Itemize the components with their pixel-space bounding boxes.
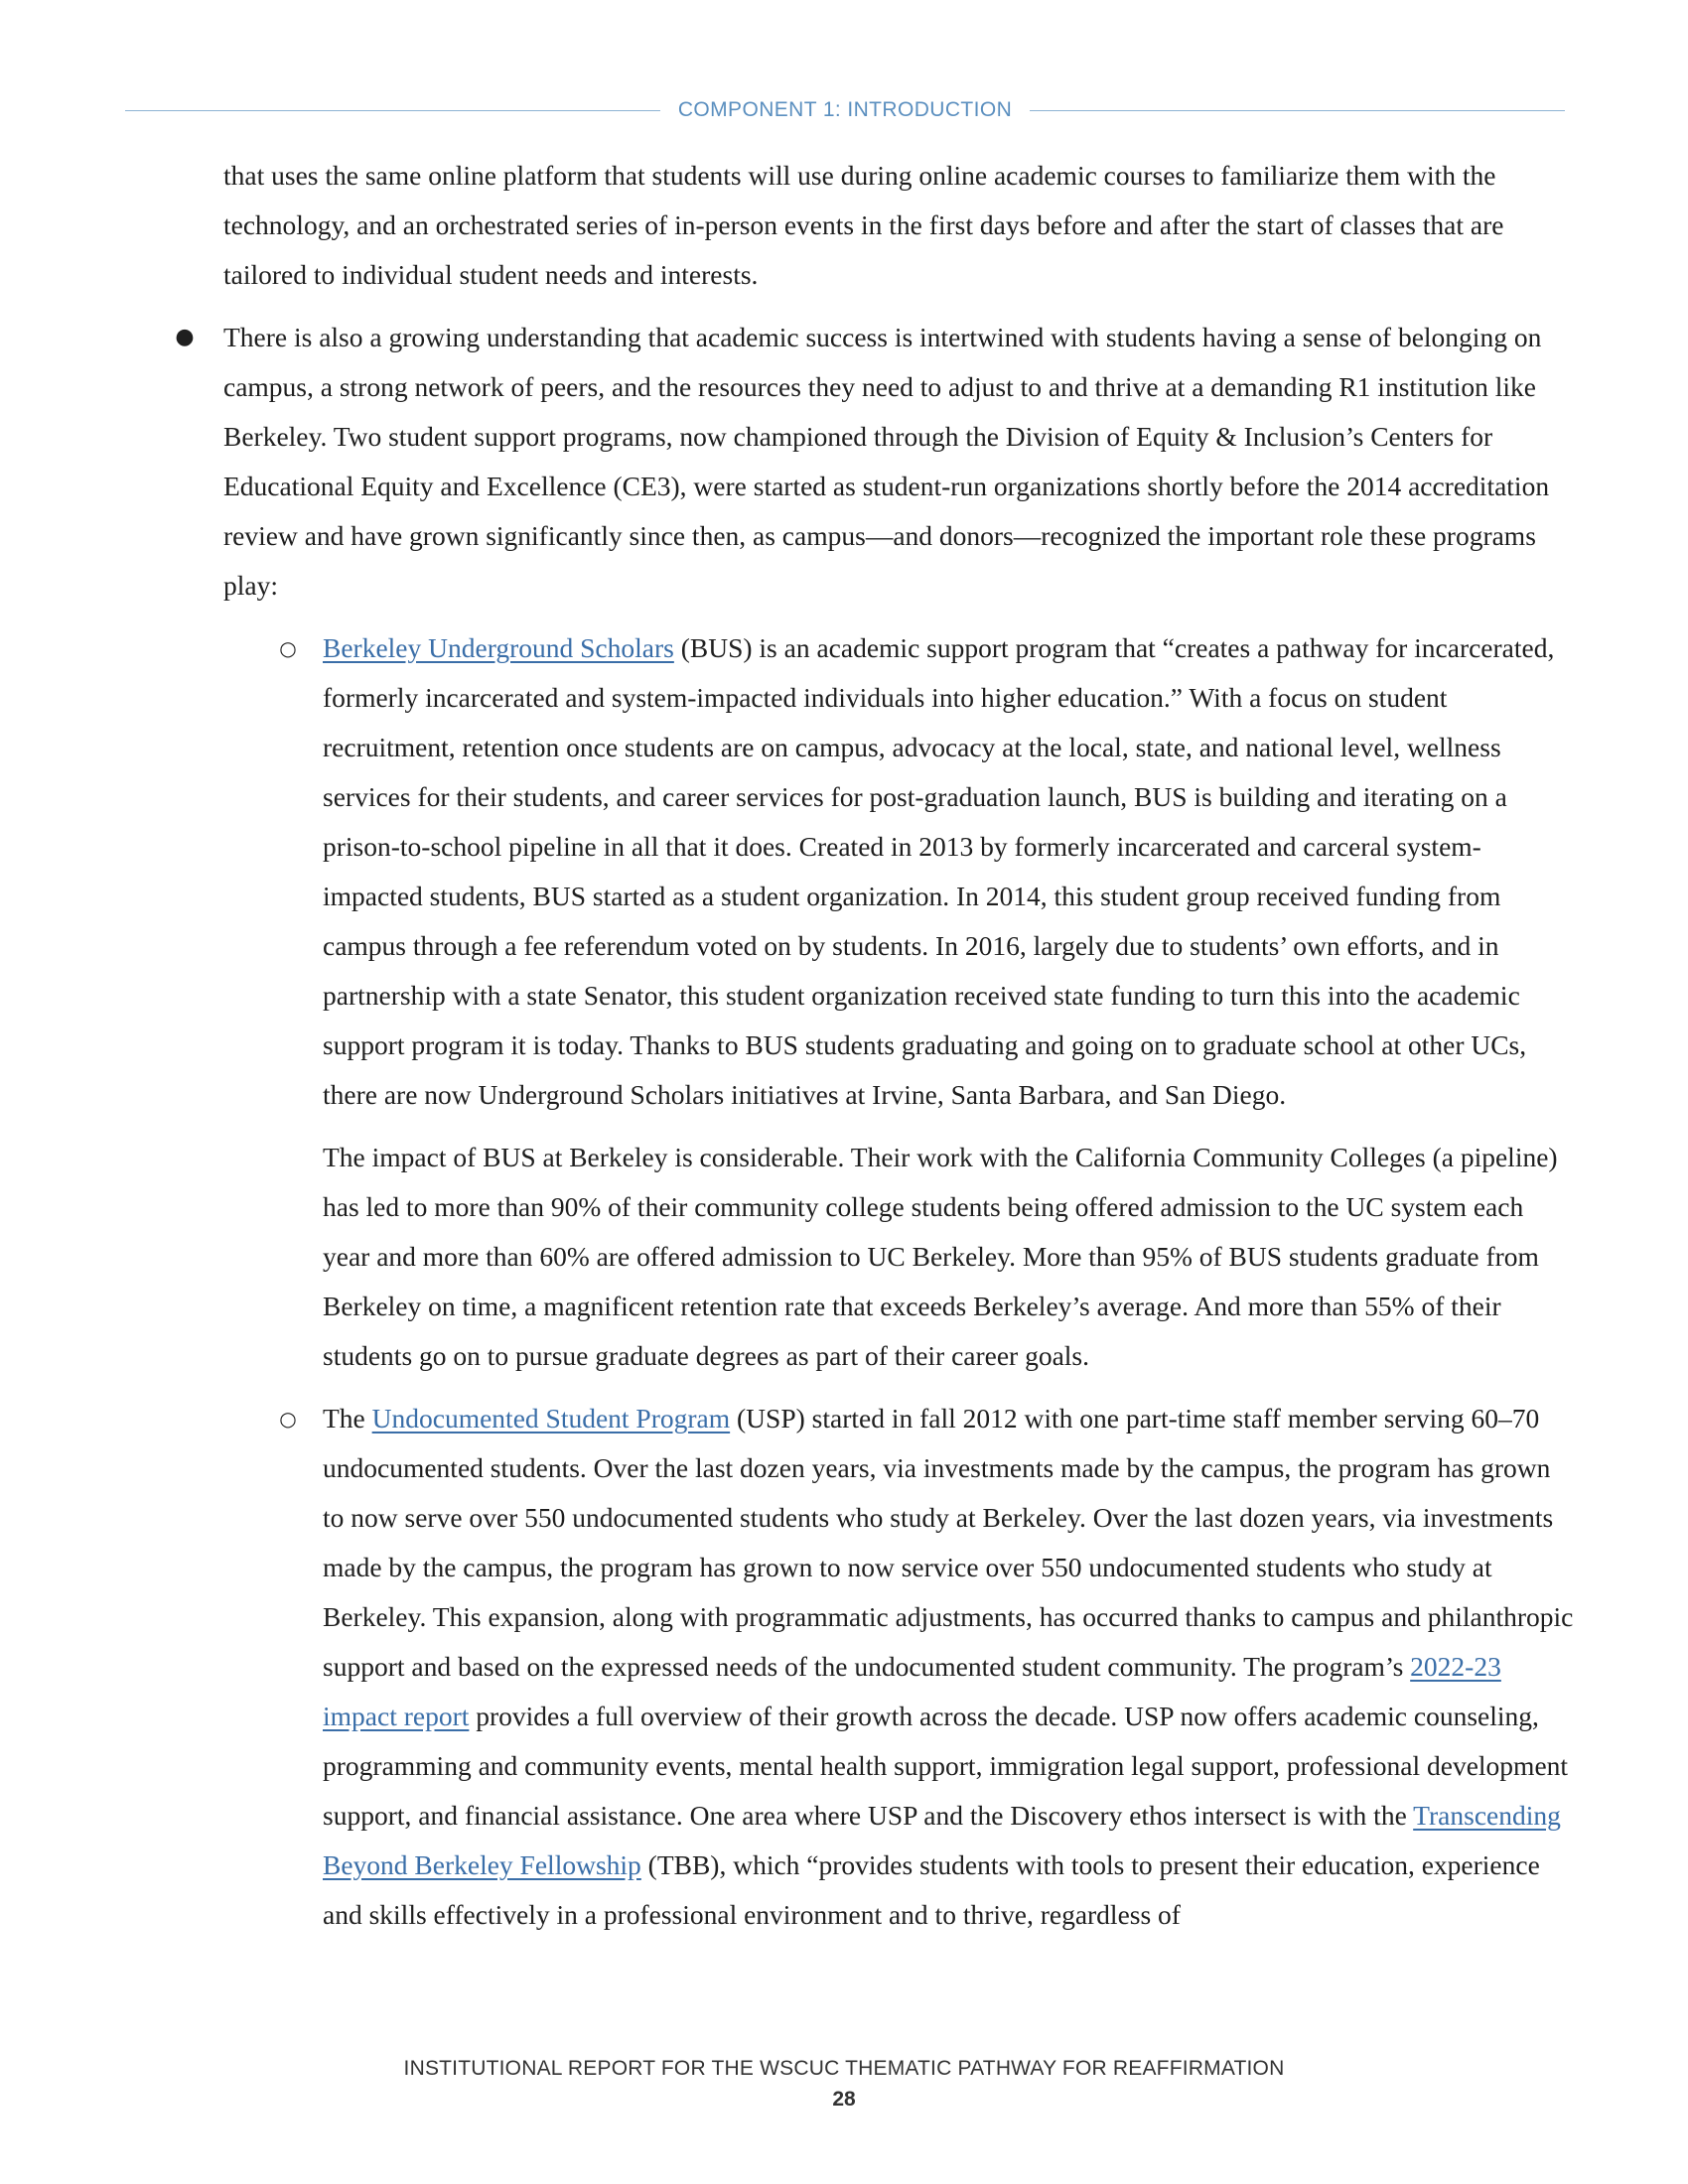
usp-text-start: The xyxy=(323,1403,372,1433)
bullet-marker: ● xyxy=(175,325,195,349)
program-list xyxy=(223,623,1574,1940)
link-transcending-beyond-berkeley[interactable]: Transcending Beyond Berkeley Fellowship xyxy=(323,1800,1561,1880)
page-header xyxy=(125,95,1565,125)
sub-bullet-marker: ○ xyxy=(279,1407,297,1431)
sub-bullet-marker: ○ xyxy=(279,636,297,660)
bullet-text: There is also a growing understanding that academic success is intertwined with students having a sense of belonging on campus, a strong network of peers, and the resources they need to adjust to and thrive at a demanding R1 institution like Berkeley. Two student support programs, now championed through the Division of Equity & Inclusion’s Centers for Educational Equity and Excellence (CE3), were started as student-run organizations shortly before the 2014 accreditation review and have grown significantly since then, as campus—and donors—recognized the important role these programs play: xyxy=(223,322,1550,601)
header-rule-left xyxy=(125,110,660,111)
page-body xyxy=(175,151,1574,1940)
bus-text: (BUS) is an academic support program that “creates a pathway for incarcerated, formerly incarcerated and system-impacted individuals into higher education.” With a focus on student recruitment, retention once students are on campus, advocacy at the local, state, and national level, wellness services for their students, and career services for post-graduation launch, BUS is building and iterating on a prison-to-school pipeline in all that it does. Created in 2013 by formerly incarcerated and carceral system-impacted students, BUS started as a student organization. In 2014, this student group received funding from campus through a fee referendum voted on by students. In 2016, largely due to students’ own efforts, and in partnership with a state Senator, this student organization received state funding to turn this into the academic support program it is today. Thanks to BUS students graduating and going on to graduate school at other UCs, there are now Underground Scholars initiatives at Irvine, Santa Barbara, and San Diego. xyxy=(323,632,1555,1110)
bullet-item-belonging xyxy=(175,313,1574,1940)
sub-item-usp xyxy=(279,1394,1574,1940)
page-number: 28 xyxy=(832,2088,856,2111)
usp-text-2: provides a full overview of their growth across the decade. USP now offers academic counseling, programming and community events, mental health support, immigration legal support, professional development support, and financial assistance. One area where USP and the Discovery ethos intersect is with the xyxy=(323,1701,1569,1831)
bus-paragraph-2: The impact of BUS at Berkeley is considerable. Their work with the California Community Colleges (a pipeline) has led to more than 90% of their community college students being offered admission to the UC system each year and more than 60% are offered admission to UC Berkeley. More than 95% of BUS students graduate from Berkeley on time, a magnificent retention rate that exceeds Berkeley’s average. And more than 55% of their students go on to pursue graduate degrees as part of their career goals. xyxy=(323,1142,1558,1371)
bus-paragraph-1 xyxy=(323,623,1574,1120)
usp-text-3: (TBB), which “provides students with tools to present their education, experience and skills effectively in a professional environment and to thrive, regardless of xyxy=(323,1849,1540,1930)
link-undocumented-student-program[interactable]: Undocumented Student Program xyxy=(371,1403,731,1433)
intro-continuation: that uses the same online platform that students will use during online academic courses to familiarize them with the technology, and an orchestrated series of in-person events in the first days before and after the start of classes that are tailored to individual student needs and interests. xyxy=(223,160,1504,290)
header-title: COMPONENT 1: INTRODUCTION xyxy=(677,98,1013,121)
header-rule-right xyxy=(1030,110,1565,111)
footer-report-title: INSTITUTIONAL REPORT FOR THE WSCUC THEMATIC PATHWAY FOR REAFFIRMATION xyxy=(403,2057,1285,2080)
sub-item-bus xyxy=(279,623,1574,1381)
page-footer xyxy=(0,2055,1688,2116)
usp-paragraph xyxy=(323,1394,1574,1940)
usp-text: (USP) started in fall 2012 with one part-time staff member serving 60–70 undocumented students. Over the last dozen years, via investments made by the campus, the program has grown to now serve over 550 undocumented students who study at Berkeley. Over the last dozen years, via investments made by the campus, the program has grown to now service over 550 undocumented students who study at Berkeley. This expansion, along with programmatic adjustments, has occurred thanks to campus and philanthropic support and based on the expressed needs of the undocumented student community. The program’s xyxy=(323,1403,1574,1682)
link-berkeley-underground-scholars[interactable]: Berkeley Underground Scholars xyxy=(323,632,674,663)
link-impact-report[interactable]: 2022-23 impact report xyxy=(323,1651,1501,1731)
